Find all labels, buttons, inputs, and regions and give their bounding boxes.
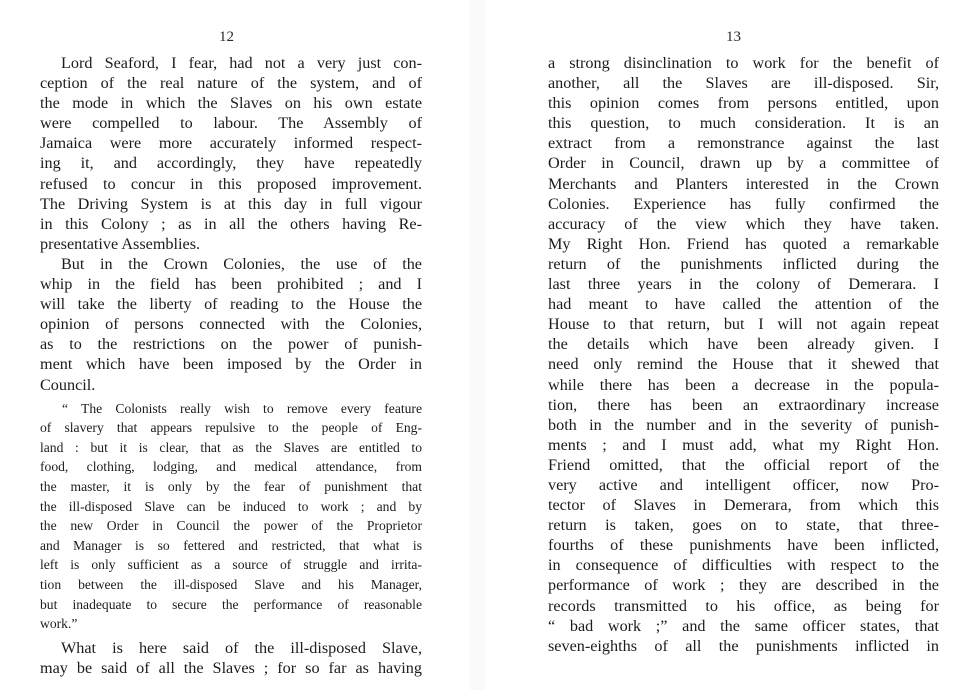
paragraph-1 — [40, 53, 422, 254]
text-line: while there has been a decrease in the popula- — [548, 375, 939, 394]
book-gutter — [470, 0, 485, 690]
quote-line: left is only sufficient as a source of struggle and irrita- — [40, 557, 422, 573]
text-line: had meant to have called the attention of the — [548, 295, 939, 314]
text-line: extract from a remonstrance against the last — [548, 134, 939, 153]
text-line: the details which have been already given. I — [548, 335, 939, 354]
quote-line: the new Order in Council the power of the Proprietor — [40, 518, 422, 534]
text-line: tector of Slaves in Demerara, from which this — [548, 496, 939, 515]
right-page — [485, 0, 980, 690]
text-line: Merchants and Planters interested in the Crown — [548, 174, 939, 193]
quote-line: land : but it is clear, that as the Slaves are entitled to — [40, 439, 422, 455]
text-line: records transmitted to his office, as being for — [548, 596, 939, 615]
text-line: very active and intelligent officer, now Pro- — [548, 475, 939, 494]
text-line: tion, there has been an extraordinary increase — [548, 395, 939, 414]
text-line: Friend omitted, that the official report of the — [548, 455, 939, 474]
page-number: 12 — [219, 29, 234, 45]
quote-line: “ The Colonists really wish to remove every feature — [62, 400, 422, 416]
left-page-text — [40, 53, 422, 678]
text-line: return is taken, goes on to state, that three- — [548, 516, 939, 535]
text-line: “ bad work ;” and the same officer states, that — [548, 616, 939, 635]
text-line: another, all the Slaves are ill-disposed. Sir, — [548, 74, 939, 93]
text-line: a strong disinclination to work for the benefit of — [548, 54, 939, 72]
quote-line: and Manager is so fettered and restricted, that what is — [40, 537, 422, 553]
text-line: last three years in the colony of Demerara. I — [548, 275, 939, 294]
left-page — [0, 0, 470, 690]
text-line: Order in Council, drawn up by a committee of — [548, 154, 939, 173]
block-quote — [40, 399, 422, 634]
page-number: 13 — [726, 29, 741, 45]
text-line: in consequence of difficulties with respect to the — [548, 556, 939, 575]
text-line: Colonies. Experience has fully confirmed the — [548, 194, 939, 213]
right-page-text — [548, 53, 939, 656]
text-line: the mode in which the Slaves on his own estate — [40, 94, 422, 113]
text-line: need only remind the House that it shewed that — [548, 355, 939, 374]
text-line: performance of work ; they are described in the — [548, 576, 939, 595]
quote-line: of slavery that appears repulsive to the people of Eng- — [40, 420, 422, 436]
text-line: ing it, and accordingly, they have repeatedly — [40, 154, 422, 173]
text-line: House to that return, but I will not again repeat — [548, 315, 939, 334]
text-line: whip in the field has been prohibited ; and I — [40, 275, 422, 294]
text-line: But in the Crown Colonies, the use of the — [61, 254, 422, 273]
paragraph-2 — [40, 254, 422, 395]
text-line: were compelled to labour. The Assembly of — [40, 114, 422, 133]
text-line: The Driving System is at this day in full vigour — [40, 194, 422, 213]
text-line: What is here said of the ill-disposed Slave, — [61, 638, 422, 657]
text-line: Council. — [40, 375, 96, 394]
text-line: Jamaica were more accurately informed respect- — [40, 134, 422, 153]
text-line: opinion of persons connected with the Colonies, — [40, 315, 422, 334]
text-line: accuracy of the view which they have taken. — [548, 214, 939, 233]
paragraph-3 — [40, 638, 422, 678]
text-line: may be said of all the Slaves ; for so far as having — [40, 658, 422, 677]
text-line: fourths of these punishments have been inflicted, — [548, 536, 939, 555]
text-line: in this Colony ; as in all the others having Re- — [40, 214, 422, 233]
text-line: ments ; and I must add, what my Right Hon. — [548, 435, 939, 454]
text-line: seven-eighths of all the punishments inflicted in — [548, 636, 939, 655]
text-line: ception of the real nature of the system, and of — [40, 74, 422, 93]
text-line: return of the punishments inflicted during the — [548, 254, 939, 273]
quote-line: tion between the ill-disposed Slave and his Manager, — [40, 576, 422, 592]
quote-line: the master, it is only by the fear of punishment that — [40, 478, 422, 494]
quote-line: food, clothing, lodging, and medical attendance, from — [40, 459, 422, 475]
text-line: My Right Hon. Friend has quoted a remarkable — [548, 234, 939, 253]
text-line: presentative Assemblies. — [40, 234, 201, 253]
quote-line: work.” — [40, 616, 78, 632]
text-line: both in the number and in the severity of punish- — [548, 415, 939, 434]
text-line: refused to concur in this proposed improvement. — [40, 174, 422, 193]
text-line: as to the restrictions on the power of punish- — [40, 335, 422, 354]
text-line: will take the liberty of reading to the House the — [40, 295, 422, 314]
quote-line: but inadequate to secure the performance of reasonable — [40, 596, 422, 612]
quote-line: the ill-disposed Slave can be induced to work ; and by — [40, 498, 422, 514]
text-line: this opinion comes from persons entitled, upon — [548, 94, 939, 113]
text-line: ment which have been imposed by the Order in — [40, 355, 422, 374]
text-line: this question, to much consideration. It is an — [548, 114, 939, 133]
text-line: Lord Seaford, I fear, had not a very just con- — [61, 54, 422, 72]
